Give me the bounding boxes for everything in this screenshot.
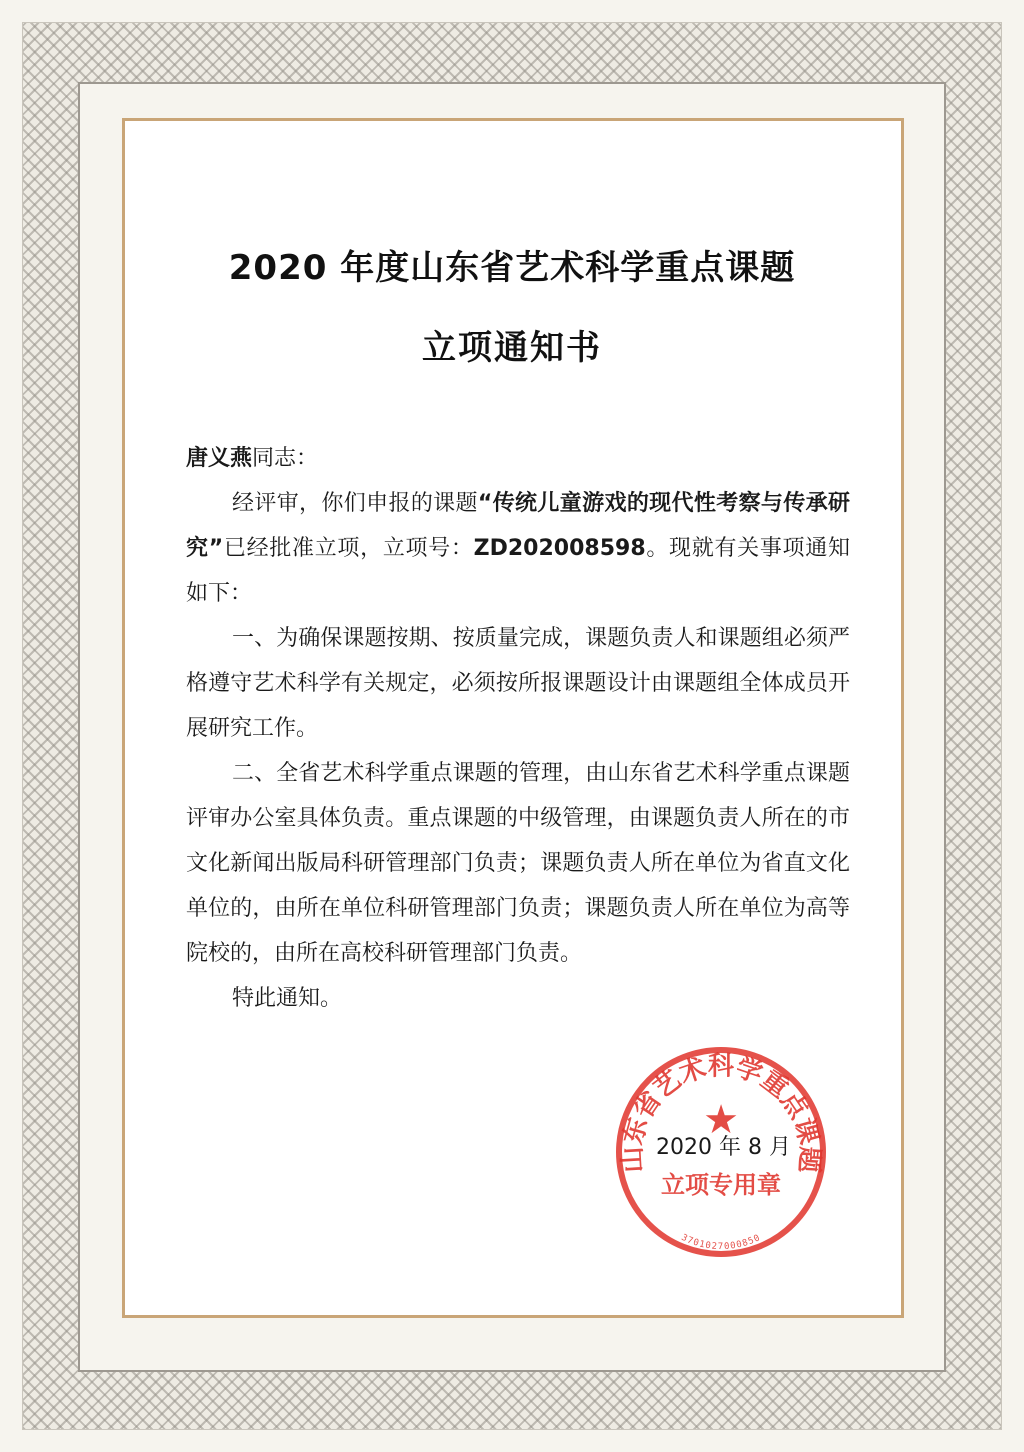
approval-text-mid: 已经批准立项，立项号： xyxy=(223,536,474,561)
salutation xyxy=(186,436,850,481)
recipient-name: 唐义燕 xyxy=(186,446,253,471)
paragraph-item-1: 一、为确保课题按期、按质量完成，课题负责人和课题组必须严格遵守艺术科学有关规定，必须按所报课题设计由课题组全体成员开展研究工作。 xyxy=(186,626,850,741)
title-line-1: 2020 年度山东省艺术科学重点课题 xyxy=(228,248,796,288)
approval-text-pre: 经评审，你们申报的课题 xyxy=(232,491,478,516)
seal-center-text: 立项专用章 xyxy=(661,1170,781,1199)
project-title: “传统儿童游戏的现代性考察与传承研究” xyxy=(186,491,850,561)
title-line-2: 立项通知书 xyxy=(422,328,602,368)
seal-serial-number: 3701027000850 xyxy=(679,1232,763,1253)
salutation-suffix: 同志： xyxy=(252,446,319,471)
approval-text-post: 。现就有关事项通知如下： xyxy=(186,536,850,606)
paragraph-item-2: 二、全省艺术科学重点课题的管理，由山东省艺术科学重点课题评审办公室具体负责。重点课题的中级管理，由课题负责人所在的市文化新闻出版局科研管理部门负责；课题负责人所在单位为省直文化单位的，由所在单位科研管理部门负责；课题负责人所在单位为高等院校的，由所在高校科研管理部门负责。 xyxy=(186,761,850,966)
seal-star-icon: ★ xyxy=(703,1097,739,1143)
seal-ring-text: 山东省艺术科学重点课题 xyxy=(617,1051,825,1174)
paragraph-approval xyxy=(186,481,850,616)
notice-body xyxy=(186,436,850,1021)
closing-text: 特此通知。 xyxy=(232,986,343,1011)
project-number: ZD202008598 xyxy=(473,536,646,561)
issue-date: 2020 年 8 月 xyxy=(656,1135,791,1160)
